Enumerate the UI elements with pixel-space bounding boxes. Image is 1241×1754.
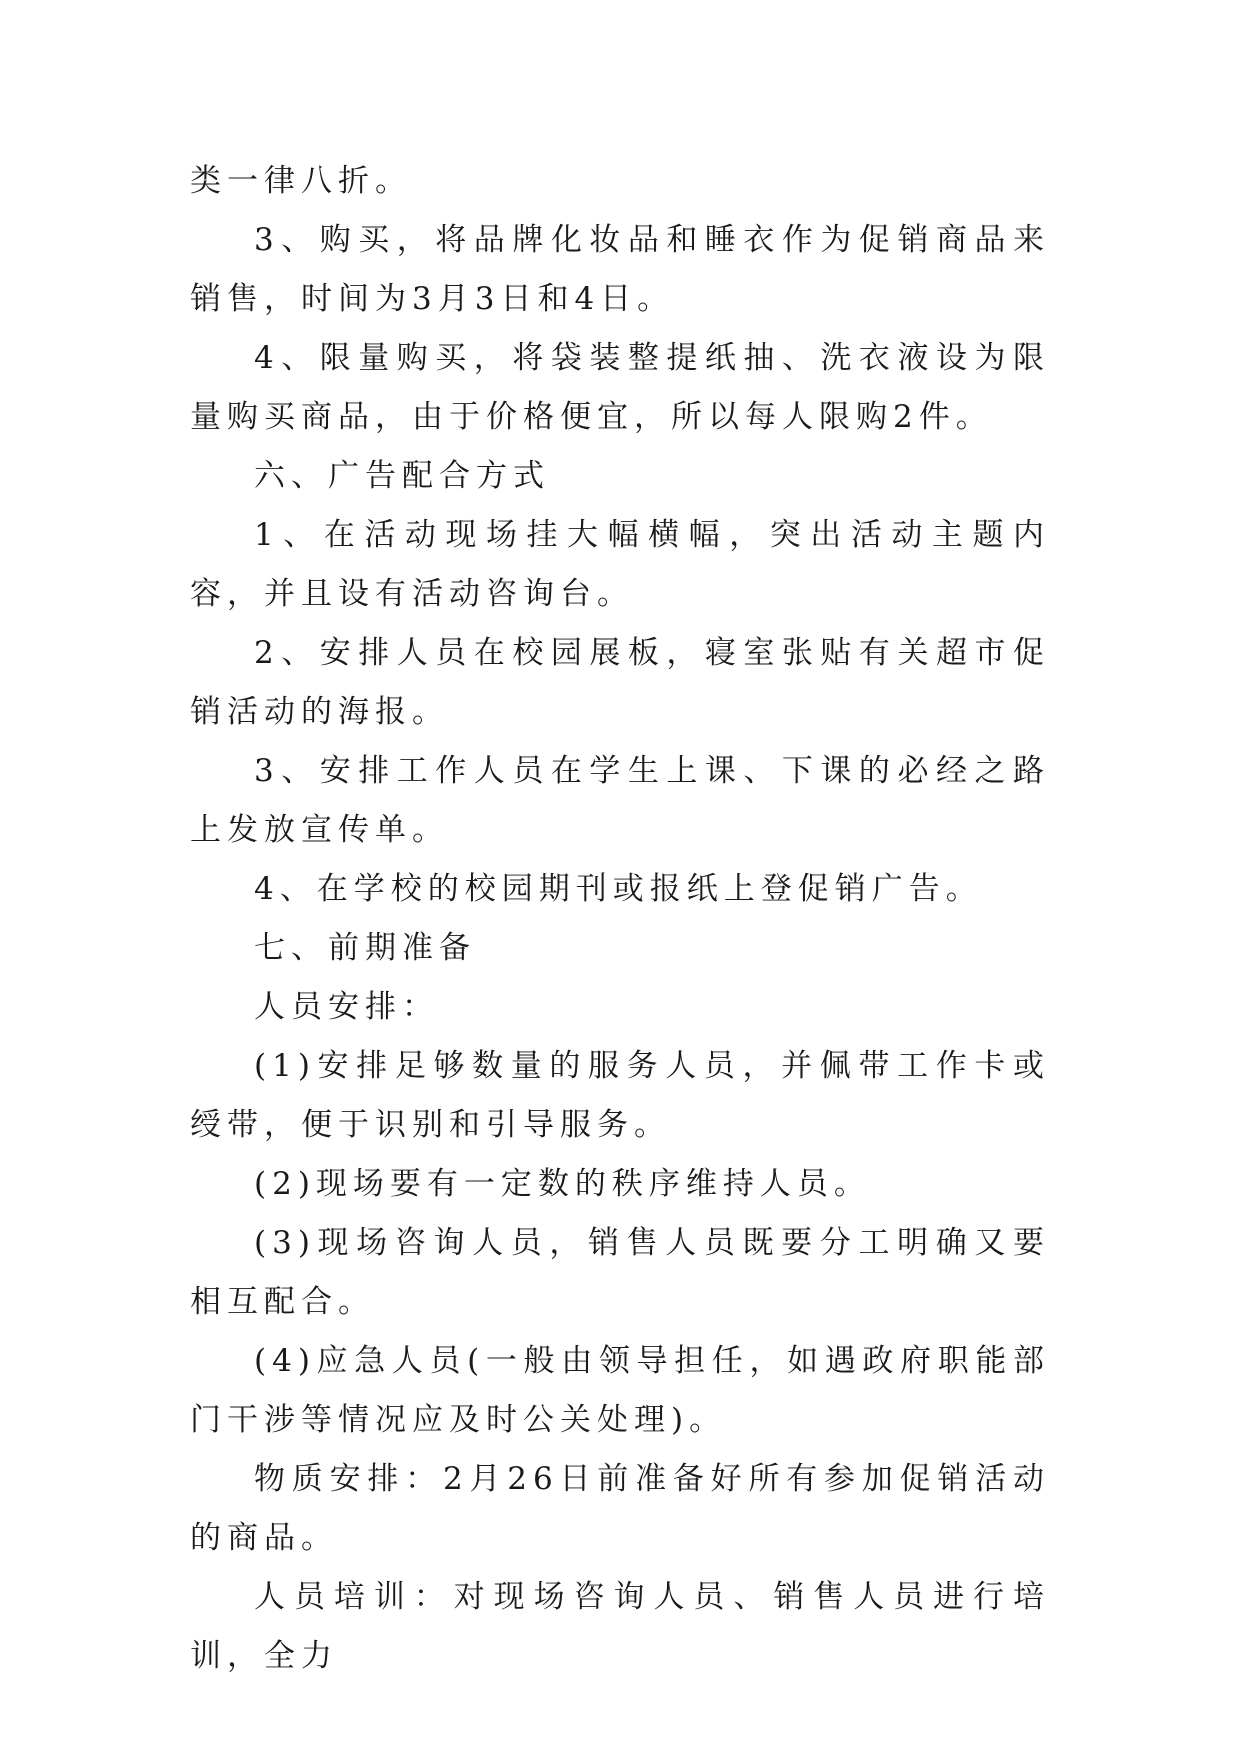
paragraph: 4、在学校的校园期刊或报纸上登促销广告。 bbox=[254, 871, 983, 907]
paragraph: 3、购买，将品牌化妆品和睡衣作为促销商品来销售，时间为3月3日和4日。 bbox=[190, 222, 1050, 317]
paragraph: 类一律八折。 bbox=[190, 163, 412, 199]
paragraph: 4、限量购买，将袋装整提纸抽、洗衣液设为限量购买商品，由于价格便宜，所以每人限购2件。 bbox=[190, 340, 1050, 435]
section-heading: 六、广告配合方式 bbox=[254, 458, 550, 494]
paragraph: (2)现场要有一定数的秩序维持人员。 bbox=[254, 1166, 871, 1202]
paragraph: 3、安排工作人员在学生上课、下课的必经之路上发放宣传单。 bbox=[190, 753, 1050, 848]
section-heading: 七、前期准备 bbox=[254, 930, 476, 966]
paragraph: 1、在活动现场挂大幅横幅，突出活动主题内容，并且设有活动咨询台。 bbox=[190, 517, 1050, 612]
paragraph: (1)安排足够数量的服务人员，并佩带工作卡或绶带，便于识别和引导服务。 bbox=[190, 1048, 1050, 1143]
paragraph: 2、安排人员在校园展板，寝室张贴有关超市促销活动的海报。 bbox=[190, 635, 1050, 730]
paragraph: 人员安排： bbox=[254, 989, 439, 1025]
paragraph: 物质安排：2月26日前准备好所有参加促销活动的商品。 bbox=[190, 1461, 1050, 1556]
document-body bbox=[190, 152, 1050, 1686]
paragraph: (3)现场咨询人员，销售人员既要分工明确又要相互配合。 bbox=[190, 1225, 1050, 1320]
paragraph: (4)应急人员(一般由领导担任，如遇政府职能部门干涉等情况应及时公关处理)。 bbox=[190, 1343, 1050, 1438]
paragraph: 人员培训：对现场咨询人员、销售人员进行培训，全力 bbox=[190, 1579, 1050, 1674]
